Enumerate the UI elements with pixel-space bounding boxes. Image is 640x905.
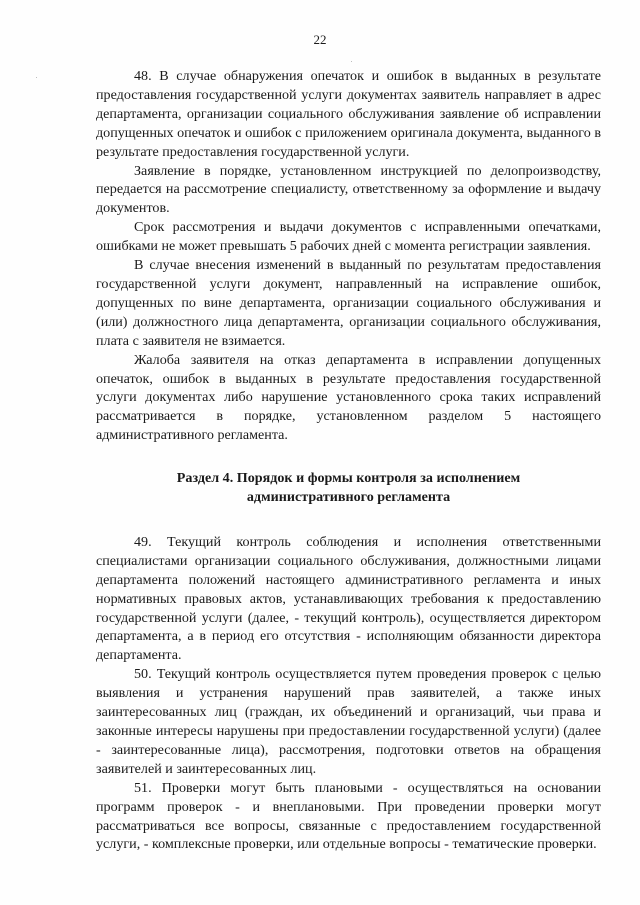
spacer xyxy=(96,445,601,469)
page-number: 22 xyxy=(313,32,327,47)
paragraph-49: 49. Текущий контроль соблюдения и исполнения ответственными специалистами организации социального обслуживания, должностными лицами департамента положений настоящего административного регламента и иных нормативных правовых актов, устанавливающих требования к предоставлению государственной услуги (далее, - текущий контроль), осуществляется директором департамента, а в период его отсутствия - исполняющим обязанности директора департамента. xyxy=(96,533,601,664)
paragraph-no-fee: В случае внесения изменений в выданный по результатам предоставления государственной услуги документ, направленный на исправление ошибок, допущенных по вине департамента, организации социального обслуживания и (или) должностного лица департамента, организации социального обслуживания, плата с заявителя не взимается. xyxy=(96,257,601,349)
paragraph-48: 48. В случае обнаружения опечаток и ошибок в выданных в результате предоставления государственной услуги документах заявитель направляет в адрес департамента, организации социального обслуживания заявление об исправлении допущенных опечаток и ошибок с приложением оригинала документа, выданного в результате предоставления государственной услуги. xyxy=(96,68,601,160)
paragraph-51: 51. Проверки могут быть плановыми - осуществляться на основании программ проверок - и внеплановыми. При проведении проверки могут рассматриваться все вопросы, связанные с предоставлением государственной услуги, - комплексные проверки, или отдельные вопросы - тематические проверки. xyxy=(96,779,601,853)
document-body xyxy=(96,67,601,854)
section-heading-line-2: административного регламента xyxy=(246,489,451,506)
section-heading-line-1: Раздел 4. Порядок и формы контроля за исполнением xyxy=(176,470,521,487)
paragraph-complaint: Жалоба заявителя на отказ департамента в исправлении допущенных опечаток, ошибок в выданных в результате предоставления государственной услуги документах либо нарушение установленного срока таких исправлений рассматривается в порядке, установленном разделом 5 настоящего административного регламента. xyxy=(96,351,601,444)
spacer xyxy=(96,507,601,533)
paragraph-review-term: Срок рассмотрения и выдачи документов с исправленными опечатками, ошибками не может превышать 5 рабочих дней с момента регистрации заявления. xyxy=(96,219,601,255)
scan-mark xyxy=(351,61,352,62)
section-heading xyxy=(96,469,601,507)
paragraph-50: 50. Текущий контроль осуществляется путем проведения проверок с целью выявления и устранения нарушений прав заявителей, а также иных заинтересованных лиц (граждан, их объединений и организаций, чьи права и законные интересы нарушены при предоставлении государственной услуги) (далее - заинтересованные лица), рассмотрения, подготовки ответов на обращения заявителей и заинтересованных лиц. xyxy=(96,666,601,777)
scan-mark xyxy=(36,77,37,78)
paragraph-application: Заявление в порядке, установленном инструкцией по делопроизводству, передается на рассмотрение специалисту, ответственному за оформление и выдачу документов. xyxy=(96,162,601,217)
